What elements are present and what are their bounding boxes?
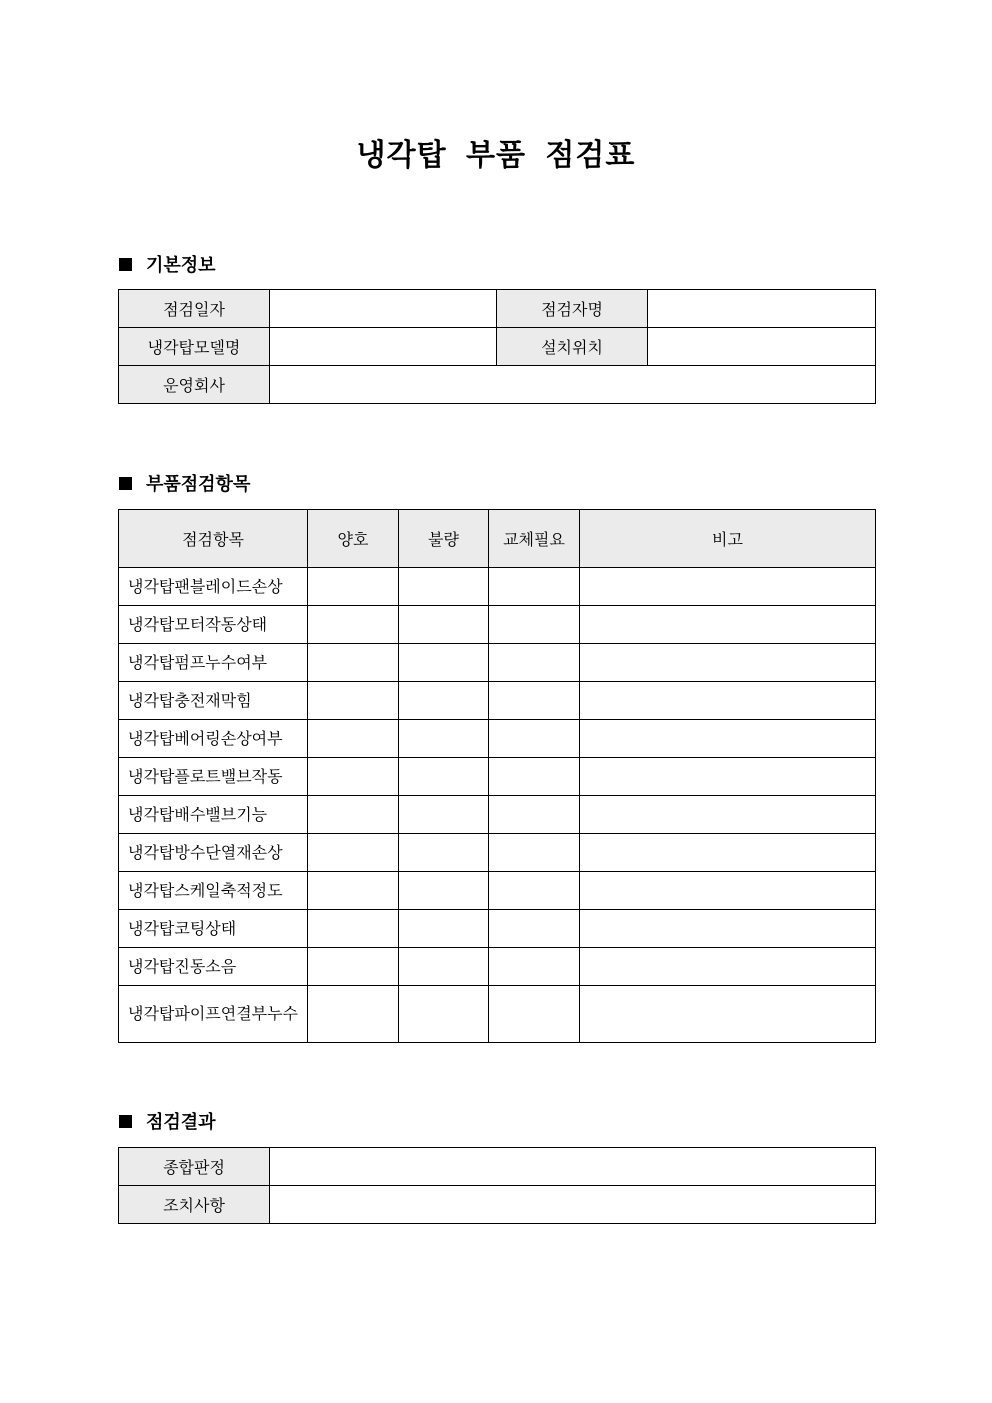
bad-check-cell[interactable] — [399, 872, 489, 910]
basic-info-heading — [119, 251, 216, 277]
result-heading-text: 점검결과 — [146, 1112, 216, 1133]
inspection-item-label: 냉각탑배수밸브기능 — [119, 796, 308, 834]
replace-check-cell[interactable] — [489, 834, 580, 872]
inspection-item-label: 냉각탑펌프누수여부 — [119, 644, 308, 682]
inspection-date-label: 점검일자 — [119, 290, 270, 328]
result-heading — [119, 1108, 216, 1134]
table-row — [119, 834, 876, 872]
inspection-date-field[interactable] — [270, 290, 497, 328]
remarks-cell[interactable] — [580, 948, 876, 986]
bad-check-cell[interactable] — [399, 720, 489, 758]
table-row — [119, 328, 876, 366]
parts-heading — [119, 470, 250, 496]
judgement-field[interactable] — [270, 1148, 876, 1186]
column-header-replace: 교체필요 — [489, 510, 580, 568]
location-field[interactable] — [648, 328, 876, 366]
square-bullet-icon — [119, 1115, 132, 1128]
table-row — [119, 290, 876, 328]
inspection-item-label: 냉각탑플로트밸브작동 — [119, 758, 308, 796]
square-bullet-icon — [119, 258, 132, 271]
model-field[interactable] — [270, 328, 497, 366]
table-row — [119, 606, 876, 644]
inspector-field[interactable] — [648, 290, 876, 328]
table-row — [119, 872, 876, 910]
remarks-cell[interactable] — [580, 606, 876, 644]
bad-check-cell[interactable] — [399, 568, 489, 606]
replace-check-cell[interactable] — [489, 720, 580, 758]
bad-check-cell[interactable] — [399, 758, 489, 796]
good-check-cell[interactable] — [308, 910, 399, 948]
replace-check-cell[interactable] — [489, 682, 580, 720]
replace-check-cell[interactable] — [489, 568, 580, 606]
remarks-cell[interactable] — [580, 986, 876, 1043]
inspection-item-label: 냉각탑모터작동상태 — [119, 606, 308, 644]
table-row — [119, 758, 876, 796]
square-bullet-icon — [119, 477, 132, 490]
bad-check-cell[interactable] — [399, 606, 489, 644]
basic-info-table — [118, 289, 876, 404]
good-check-cell[interactable] — [308, 872, 399, 910]
location-label: 설치위치 — [497, 328, 648, 366]
bad-check-cell[interactable] — [399, 948, 489, 986]
replace-check-cell[interactable] — [489, 948, 580, 986]
table-row — [119, 720, 876, 758]
result-table — [118, 1147, 876, 1224]
replace-check-cell[interactable] — [489, 796, 580, 834]
remarks-cell[interactable] — [580, 758, 876, 796]
bad-check-cell[interactable] — [399, 910, 489, 948]
replace-check-cell[interactable] — [489, 986, 580, 1043]
inspection-item-label: 냉각탑파이프연결부누수 — [119, 986, 308, 1043]
remarks-cell[interactable] — [580, 834, 876, 872]
replace-check-cell[interactable] — [489, 606, 580, 644]
remarks-cell[interactable] — [580, 682, 876, 720]
table-row — [119, 644, 876, 682]
bad-check-cell[interactable] — [399, 986, 489, 1043]
column-header-bad: 불량 — [399, 510, 489, 568]
table-row — [119, 366, 876, 404]
good-check-cell[interactable] — [308, 568, 399, 606]
inspection-item-label: 냉각탑베어링손상여부 — [119, 720, 308, 758]
table-row — [119, 910, 876, 948]
good-check-cell[interactable] — [308, 834, 399, 872]
table-row — [119, 1148, 876, 1186]
remarks-cell[interactable] — [580, 568, 876, 606]
good-check-cell[interactable] — [308, 986, 399, 1043]
judgement-label: 종합판정 — [119, 1148, 270, 1186]
table-row — [119, 796, 876, 834]
good-check-cell[interactable] — [308, 758, 399, 796]
good-check-cell[interactable] — [308, 644, 399, 682]
remarks-cell[interactable] — [580, 644, 876, 682]
replace-check-cell[interactable] — [489, 644, 580, 682]
bad-check-cell[interactable] — [399, 796, 489, 834]
inspection-item-label: 냉각탑방수단열재손상 — [119, 834, 308, 872]
replace-check-cell[interactable] — [489, 872, 580, 910]
table-row — [119, 1186, 876, 1224]
parts-heading-text: 부품점검항목 — [146, 474, 251, 495]
good-check-cell[interactable] — [308, 606, 399, 644]
good-check-cell[interactable] — [308, 720, 399, 758]
remarks-cell[interactable] — [580, 796, 876, 834]
inspection-item-label: 냉각탑진동소음 — [119, 948, 308, 986]
table-row — [119, 986, 876, 1043]
company-label: 운영회사 — [119, 366, 270, 404]
bad-check-cell[interactable] — [399, 834, 489, 872]
table-row — [119, 948, 876, 986]
table-row — [119, 568, 876, 606]
table-row — [119, 682, 876, 720]
good-check-cell[interactable] — [308, 796, 399, 834]
good-check-cell[interactable] — [308, 948, 399, 986]
remarks-cell[interactable] — [580, 720, 876, 758]
column-header-good: 양호 — [308, 510, 399, 568]
good-check-cell[interactable] — [308, 682, 399, 720]
inspection-item-label: 냉각탑코팅상태 — [119, 910, 308, 948]
remarks-cell[interactable] — [580, 910, 876, 948]
action-label: 조치사항 — [119, 1186, 270, 1224]
inspection-item-label: 냉각탑충전재막힘 — [119, 682, 308, 720]
bad-check-cell[interactable] — [399, 682, 489, 720]
inspection-item-label: 냉각탑팬블레이드손상 — [119, 568, 308, 606]
replace-check-cell[interactable] — [489, 758, 580, 796]
remarks-cell[interactable] — [580, 872, 876, 910]
inspection-item-label: 냉각탑스케일축적정도 — [119, 872, 308, 910]
company-field[interactable] — [270, 366, 876, 404]
replace-check-cell[interactable] — [489, 910, 580, 948]
basic-info-heading-text: 기본정보 — [146, 255, 216, 276]
action-field[interactable] — [270, 1186, 876, 1224]
column-header-remarks: 비고 — [580, 510, 876, 568]
model-label: 냉각탑모델명 — [119, 328, 270, 366]
parts-inspection-table — [118, 509, 876, 1043]
table-header-row — [119, 510, 876, 568]
bad-check-cell[interactable] — [399, 644, 489, 682]
column-header-item: 점검항목 — [119, 510, 308, 568]
inspector-label: 점검자명 — [497, 290, 648, 328]
document-title: 냉각탑 부품 점검표 — [356, 138, 636, 173]
